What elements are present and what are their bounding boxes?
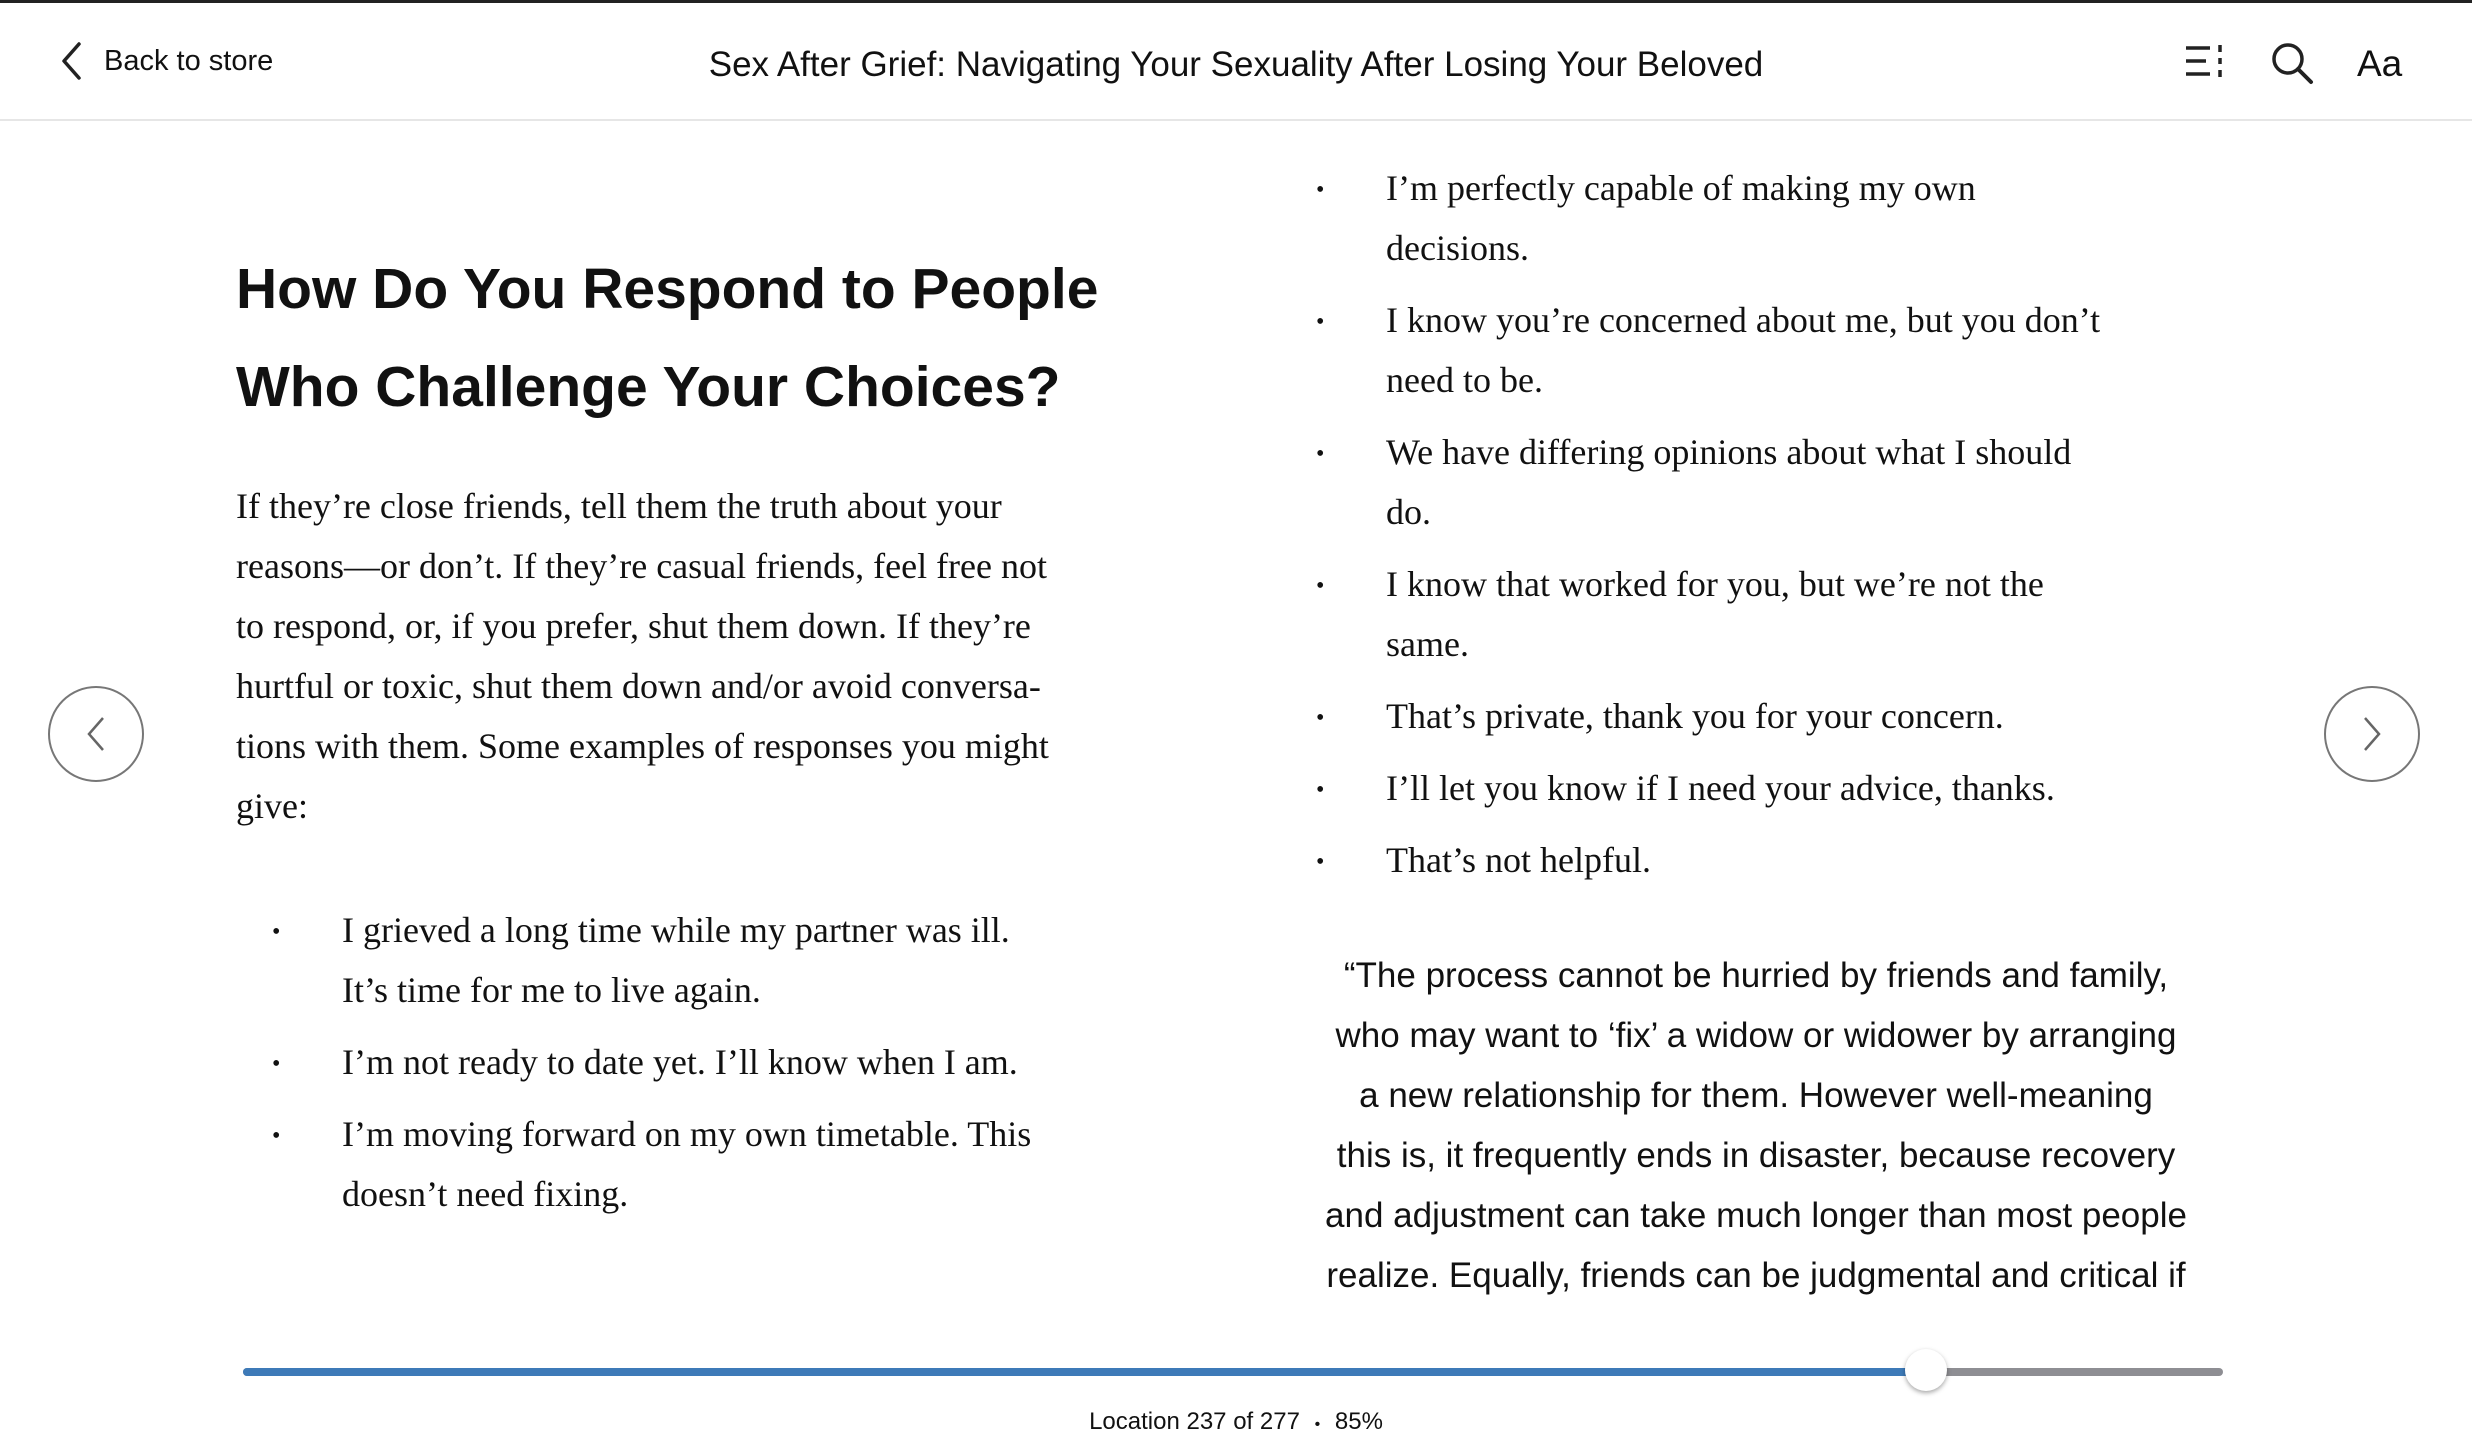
- chapter-heading: [236, 240, 1236, 436]
- text-line: If they’re close friends, tell them the truth about your: [236, 486, 1002, 526]
- text-line: give:: [236, 786, 308, 826]
- bullet-marker: •: [1316, 573, 1325, 599]
- bullet-item: [272, 1104, 1222, 1224]
- chevron-right-icon: [2360, 714, 2384, 754]
- bullet-text-line: I know you’re concerned about me, but you don’t: [1386, 300, 2101, 340]
- bullet-text-line: I’m not ready to date yet. I’ll know when I am.: [342, 1042, 1018, 1082]
- bullet-text-line: I know that worked for you, but we’re not the: [1386, 564, 2044, 604]
- quote-line: and adjustment can take much longer than most people: [1325, 1196, 2187, 1235]
- quote-line: a new relationship for them. However well-meaning: [1359, 1076, 2153, 1115]
- quote-block: [1256, 946, 2256, 1306]
- bullet-text-line: I’ll let you know if I need your advice, thanks.: [1386, 768, 2055, 808]
- search-icon[interactable]: [2270, 41, 2314, 85]
- body-paragraph: [236, 476, 1236, 836]
- table-of-contents-icon[interactable]: [2184, 43, 2226, 79]
- quote-line: realize. Equally, friends can be judgmental and critical if: [1326, 1256, 2186, 1295]
- bullet-marker: •: [1316, 849, 1325, 875]
- left-bullet-list: [272, 900, 1222, 1236]
- right-bullet-list: [1316, 158, 2266, 902]
- bullet-item: [1316, 158, 2266, 278]
- bullet-marker: •: [1316, 177, 1325, 203]
- bullet-text-line: I grieved a long time while my partner was ill.: [342, 910, 1010, 950]
- reader-header: [0, 3, 2472, 121]
- back-to-store-button[interactable]: [60, 41, 273, 81]
- bullet-marker: •: [272, 1123, 281, 1149]
- bullet-marker: •: [272, 919, 281, 945]
- text-line: hurtful or toxic, shut them down and/or avoid conversa-: [236, 666, 1041, 706]
- bullet-text-line: That’s not helpful.: [1386, 840, 1651, 880]
- previous-page-button[interactable]: [48, 686, 144, 782]
- bullet-item: [1316, 554, 2266, 674]
- location-text: Location 237 of 277: [1089, 1408, 1300, 1435]
- bullet-item: [272, 900, 1222, 1020]
- bullet-item: [1316, 422, 2266, 542]
- font-settings-button[interactable]: Aa: [2357, 43, 2403, 84]
- bullet-text-line: That’s private, thank you for your concern.: [1386, 696, 2004, 736]
- progress-fill: [243, 1368, 1926, 1376]
- bullet-text-line: It’s time for me to live again.: [342, 970, 761, 1010]
- heading-line: How Do You Respond to People: [236, 257, 1099, 321]
- bullet-marker: •: [272, 1051, 281, 1077]
- bullet-marker: •: [1316, 777, 1325, 803]
- bullet-marker: •: [1316, 441, 1325, 467]
- bullet-text-line: decisions.: [1386, 228, 1529, 268]
- bullet-text-line: I’m moving forward on my own timetable. This: [342, 1114, 1032, 1154]
- bullet-item: [1316, 830, 2266, 890]
- quote-line: who may want to ‘fix’ a widow or widower by arranging: [1335, 1016, 2177, 1055]
- heading-line: Who Challenge Your Choices?: [236, 355, 1061, 419]
- bullet-text-line: same.: [1386, 624, 1469, 664]
- bullet-text-line: We have differing opinions about what I should: [1386, 432, 2072, 472]
- bullet-item: [1316, 290, 2266, 410]
- percent-text: 85%: [1334, 1408, 1383, 1435]
- bullet-text-line: doesn’t need fixing.: [342, 1174, 629, 1214]
- text-line: reasons—or don’t. If they’re casual friends, feel free not: [236, 546, 1048, 586]
- bullet-marker: •: [1316, 705, 1325, 731]
- bullet-marker: •: [1316, 309, 1325, 335]
- location-indicator: [0, 1408, 2472, 1436]
- text-line: tions with them. Some examples of responses you might: [236, 726, 1049, 766]
- bullet-text-line: need to be.: [1386, 360, 1543, 400]
- chevron-left-icon: [84, 714, 108, 754]
- bullet-text-line: do.: [1386, 492, 1431, 532]
- bullet-text-line: I’m perfectly capable of making my own: [1386, 168, 1976, 208]
- next-page-button[interactable]: [2324, 686, 2420, 782]
- back-label: Back to store: [104, 44, 274, 77]
- progress-slider-thumb[interactable]: [1905, 1349, 1947, 1391]
- reading-progress-slider[interactable]: [243, 1368, 2223, 1376]
- chevron-left-icon: [60, 41, 82, 81]
- bullet-item: [1316, 758, 2266, 818]
- quote-line: “The process cannot be hurried by friends and family,: [1343, 956, 2169, 995]
- quote-line: this is, it frequently ends in disaster, because recovery: [1336, 1136, 2176, 1175]
- bullet-item: [1316, 686, 2266, 746]
- bullet-item: [272, 1032, 1222, 1092]
- text-line: to respond, or, if you prefer, shut them down. If they’re: [236, 606, 1031, 646]
- book-title: Sex After Grief: Navigating Your Sexuality After Losing Your Beloved: [708, 45, 1764, 84]
- separator-dot: •: [1314, 1416, 1321, 1433]
